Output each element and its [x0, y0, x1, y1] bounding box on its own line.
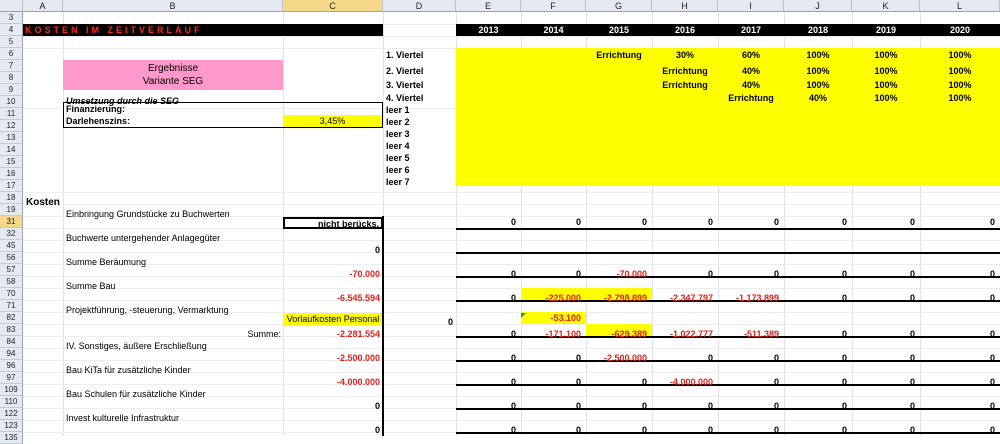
schedule-cell[interactable]: 100% [948, 80, 972, 90]
row-header[interactable]: 83 [0, 324, 23, 336]
invest-label: Invest kulturelle Infrastruktur [66, 413, 180, 423]
data-cell[interactable]: 0 [841, 353, 847, 363]
data-cell[interactable]: 0 [641, 377, 647, 387]
data-cell[interactable]: 0 [575, 377, 581, 387]
row-header[interactable]: 97 [0, 372, 23, 384]
data-cell[interactable]: 0 [510, 353, 516, 363]
data-cell[interactable]: -1.022.777 [669, 329, 713, 339]
data-cell[interactable]: 0 [909, 425, 915, 435]
data-cell[interactable]: 0 [510, 425, 516, 435]
year-header: 2014 [543, 25, 564, 35]
data-cell[interactable]: 0 [773, 353, 779, 363]
data-cell[interactable]: -171.100 [545, 329, 581, 339]
schulen-label: Bau Schulen für zusätzliche Kinder [66, 389, 206, 399]
row-header[interactable]: 94 [0, 348, 23, 360]
data-cell[interactable]: 0 [707, 269, 713, 279]
summe-label: Summe: [247, 329, 281, 339]
quarter-label: 3. Viertel [386, 80, 424, 90]
leer-label: leer 1 [386, 105, 410, 115]
leer-label: leer 2 [386, 117, 410, 127]
schedule-cell[interactable]: Errichtung [728, 93, 774, 103]
row-header[interactable]: 13 [0, 132, 23, 144]
schedule-cell[interactable]: 100% [806, 80, 830, 90]
data-cell[interactable]: -70.000 [616, 269, 647, 279]
kita-label: Bau KiTa für zusätzliche Kinder [66, 365, 191, 375]
data-cell[interactable]: 0 [641, 401, 647, 411]
select-all-corner[interactable] [0, 0, 23, 12]
data-cell[interactable]: 0 [909, 293, 915, 303]
buchwerte-label: Buchwerte untergehender Anlagegüter [66, 233, 221, 243]
row-header[interactable]: 10 [0, 96, 23, 108]
data-cell[interactable]: 0 [989, 293, 995, 303]
year-header: 2020 [949, 25, 971, 35]
result-box-line2: Variante SEG [142, 76, 204, 87]
data-cell[interactable]: -225.000 [545, 293, 581, 303]
data-cell[interactable]: -1.173.899 [735, 293, 779, 303]
row-header[interactable]: 17 [0, 180, 23, 192]
schedule-cell[interactable]: 100% [874, 66, 898, 76]
schedule-cell[interactable]: 40% [741, 80, 760, 90]
schedule-cell[interactable]: 30% [675, 50, 694, 60]
row-header[interactable]: 110 [0, 396, 23, 408]
row-header[interactable]: 7 [0, 60, 23, 72]
data-cell[interactable]: 0 [989, 269, 995, 279]
data-cell[interactable]: 0 [841, 377, 847, 387]
data-cell[interactable]: -511.389 [743, 329, 779, 339]
row-header[interactable]: 19 [0, 204, 23, 216]
kosten-label: Kosten [26, 197, 60, 208]
result-box-line1: Ergebnisse [147, 63, 199, 74]
data-cell[interactable]: 0 [707, 217, 713, 227]
row-header[interactable]: 57 [0, 264, 23, 276]
einbringung-label: Einbringung Grundstücke zu Buchwerten [66, 209, 230, 219]
row-header[interactable]: 32 [0, 228, 23, 240]
data-cell[interactable]: 0 [989, 425, 995, 435]
row-header[interactable]: 123 [0, 420, 23, 432]
darlehen-value[interactable]: 3,45% [283, 115, 382, 127]
data-cell[interactable]: 0 [909, 269, 915, 279]
data-cell[interactable]: 0 [909, 401, 915, 411]
data-cell[interactable]: 0 [707, 353, 713, 363]
c-value-r122[interactable]: 0 [374, 401, 380, 411]
data-cell[interactable]: 0 [510, 401, 516, 411]
data-cell[interactable]: -2.500.000 [603, 353, 647, 363]
data-cell[interactable]: 0 [707, 425, 713, 435]
data-cell[interactable]: 0 [909, 377, 915, 387]
data-cell[interactable]: 0 [707, 401, 713, 411]
finanzierung-label: Finanzierung: [66, 104, 125, 114]
beraeumung-label: Summe Beräumung [66, 257, 147, 267]
data-cell[interactable]: 0 [773, 269, 779, 279]
column-header-j[interactable]: J [784, 0, 852, 12]
data-cell[interactable]: 0 [841, 401, 847, 411]
data-cell[interactable]: 0 [909, 353, 915, 363]
data-cell[interactable]: -53.100 [550, 313, 581, 323]
data-cell[interactable]: 0 [641, 425, 647, 435]
schedule-cell[interactable]: 100% [948, 66, 972, 76]
leer-label: leer 3 [386, 129, 410, 139]
column-header-k[interactable]: K [852, 0, 920, 12]
data-cell[interactable]: 0 [575, 425, 581, 435]
row-header[interactable]: 4 [0, 24, 23, 36]
data-cell[interactable]: 0 [841, 217, 847, 227]
year-header: 2017 [740, 25, 762, 35]
schedule-cell[interactable]: Errichtung [596, 50, 642, 60]
leer-label: leer 5 [386, 153, 410, 163]
umsetzung-label: Umsetzung durch die SEG [66, 96, 180, 106]
column-header-f[interactable]: F [521, 0, 586, 12]
c-value-r109[interactable]: -4.000.000 [336, 377, 380, 387]
data-cell[interactable]: 0 [909, 217, 915, 227]
data-cell[interactable]: 0 [909, 329, 915, 339]
leer-label: leer 7 [386, 177, 410, 187]
row-header[interactable]: 14 [0, 144, 23, 156]
column-header-a[interactable]: A [23, 0, 63, 12]
data-cell[interactable]: 0 [841, 293, 847, 303]
year-header: 2013 [478, 25, 499, 35]
row-header[interactable]: 122 [0, 408, 23, 420]
data-cell[interactable]: 0 [575, 353, 581, 363]
column-header-h[interactable]: H [652, 0, 718, 12]
data-cell[interactable]: -629.389 [611, 329, 647, 339]
schedule-cell[interactable]: 100% [948, 93, 972, 103]
data-cell[interactable]: 0 [989, 401, 995, 411]
year-header: 2018 [807, 25, 829, 35]
row-header[interactable]: 109 [0, 384, 23, 396]
schedule-cell[interactable]: Errichtung [662, 66, 708, 76]
row-header[interactable]: 18 [0, 192, 23, 204]
row-header[interactable]: 9 [0, 84, 23, 96]
schedule-cell[interactable]: 40% [741, 66, 760, 76]
data-cell[interactable]: 0 [989, 217, 995, 227]
c-value-r96[interactable]: -2.500.000 [336, 353, 380, 363]
schedule-cell[interactable]: 100% [806, 50, 830, 60]
leer-label: leer 4 [386, 141, 410, 151]
row-header[interactable]: 6 [0, 48, 23, 60]
column-header-i[interactable]: I [718, 0, 784, 12]
row-header[interactable]: 8 [0, 72, 23, 84]
leer-label: leer 6 [386, 165, 410, 175]
row-header[interactable]: 70 [0, 288, 23, 300]
column-header-g[interactable]: G [586, 0, 652, 12]
data-cell[interactable]: 0 [841, 269, 847, 279]
year-header: 2016 [674, 25, 696, 35]
schedule-cell[interactable]: 100% [874, 93, 898, 103]
data-cell[interactable]: 0 [575, 269, 581, 279]
row-header[interactable]: 5 [0, 36, 23, 48]
column-header-l[interactable]: L [920, 0, 1000, 12]
bau-label: Summe Bau [66, 281, 116, 291]
data-cell[interactable]: -2.798.899 [603, 293, 647, 303]
schedule-cell[interactable]: 100% [874, 80, 898, 90]
data-cell[interactable]: 0 [575, 401, 581, 411]
column-header-e[interactable]: E [456, 0, 521, 12]
column-header-b[interactable]: B [63, 0, 283, 12]
c-value-r83[interactable]: -2.281.554 [336, 329, 380, 339]
c-value-r135[interactable]: 0 [374, 425, 380, 435]
row-header[interactable]: 12 [0, 120, 23, 132]
data-cell[interactable]: 0 [773, 425, 779, 435]
schedule-cell[interactable]: 100% [806, 66, 830, 76]
data-cell[interactable]: 0 [510, 377, 516, 387]
data-cell[interactable]: 0 [841, 425, 847, 435]
data-cell[interactable]: 0 [510, 293, 516, 303]
schedule-cell[interactable]: 60% [741, 50, 760, 60]
column-border [382, 216, 384, 436]
quarter-label: 4. Viertel [386, 93, 424, 103]
sonstiges-label: IV. Sonstiges, äußere Erschließung [66, 341, 207, 351]
data-cell[interactable]: 0 [773, 377, 779, 387]
schedule-cell[interactable]: 100% [948, 50, 972, 60]
data-cell[interactable]: 0 [510, 217, 516, 227]
projekt-label: Projektführung, -steuerung, Vermarktung [66, 305, 229, 315]
data-cell[interactable]: 0 [989, 377, 995, 387]
c-value-r57[interactable]: -70.000 [349, 269, 380, 279]
row-header[interactable]: 82 [0, 312, 23, 324]
quarter-label: 1. Viertel [386, 50, 424, 60]
data-cell[interactable]: 0 [510, 329, 516, 339]
c-value-r70[interactable]: -6.545.594 [336, 293, 380, 303]
data-cell[interactable]: 0 [989, 329, 995, 339]
row-header[interactable]: 3 [0, 12, 23, 24]
darlehen-label: Darlehenszins: [66, 116, 131, 126]
data-cell[interactable]: 0 [575, 217, 581, 227]
row-header[interactable]: 84 [0, 336, 23, 348]
d-value-r82[interactable]: 0 [447, 317, 453, 327]
row-header[interactable]: 96 [0, 360, 23, 372]
data-cell[interactable]: 0 [841, 329, 847, 339]
row-header[interactable]: 58 [0, 276, 23, 288]
data-cell[interactable]: 0 [641, 217, 647, 227]
quarter-label: 2. Viertel [386, 66, 424, 76]
row-header[interactable]: 135 [0, 432, 23, 444]
schedule-cell[interactable]: 40% [808, 93, 827, 103]
column-header-c[interactable]: C [283, 0, 383, 12]
sheet-title: KOSTEN IM ZEITVERLAUF [25, 25, 203, 35]
data-cell[interactable]: 0 [989, 353, 995, 363]
data-cell[interactable]: 0 [510, 269, 516, 279]
row-header[interactable]: 11 [0, 108, 23, 120]
c-value-r45[interactable]: 0 [374, 245, 380, 255]
row-header[interactable]: 56 [0, 252, 23, 264]
selected-cell-c31[interactable]: nicht berücks. [283, 217, 383, 229]
column-header-d[interactable]: D [383, 0, 456, 12]
data-cell[interactable]: -4.000.000 [669, 377, 713, 387]
c-value-r82[interactable]: Vorlaufkosten Personal [283, 313, 383, 325]
row-header[interactable]: 31 [0, 216, 23, 228]
schedule-cell[interactable]: 100% [874, 50, 898, 60]
schedule-cell[interactable]: Errichtung [662, 80, 708, 90]
row-header[interactable]: 16 [0, 168, 23, 180]
data-cell[interactable]: -2.347.797 [669, 293, 713, 303]
data-cell[interactable]: 0 [773, 217, 779, 227]
year-header: 2015 [608, 25, 630, 35]
row-header[interactable]: 15 [0, 156, 23, 168]
row-header[interactable]: 71 [0, 300, 23, 312]
data-cell[interactable]: 0 [773, 401, 779, 411]
row-header[interactable]: 45 [0, 240, 23, 252]
year-header: 2019 [875, 25, 897, 35]
